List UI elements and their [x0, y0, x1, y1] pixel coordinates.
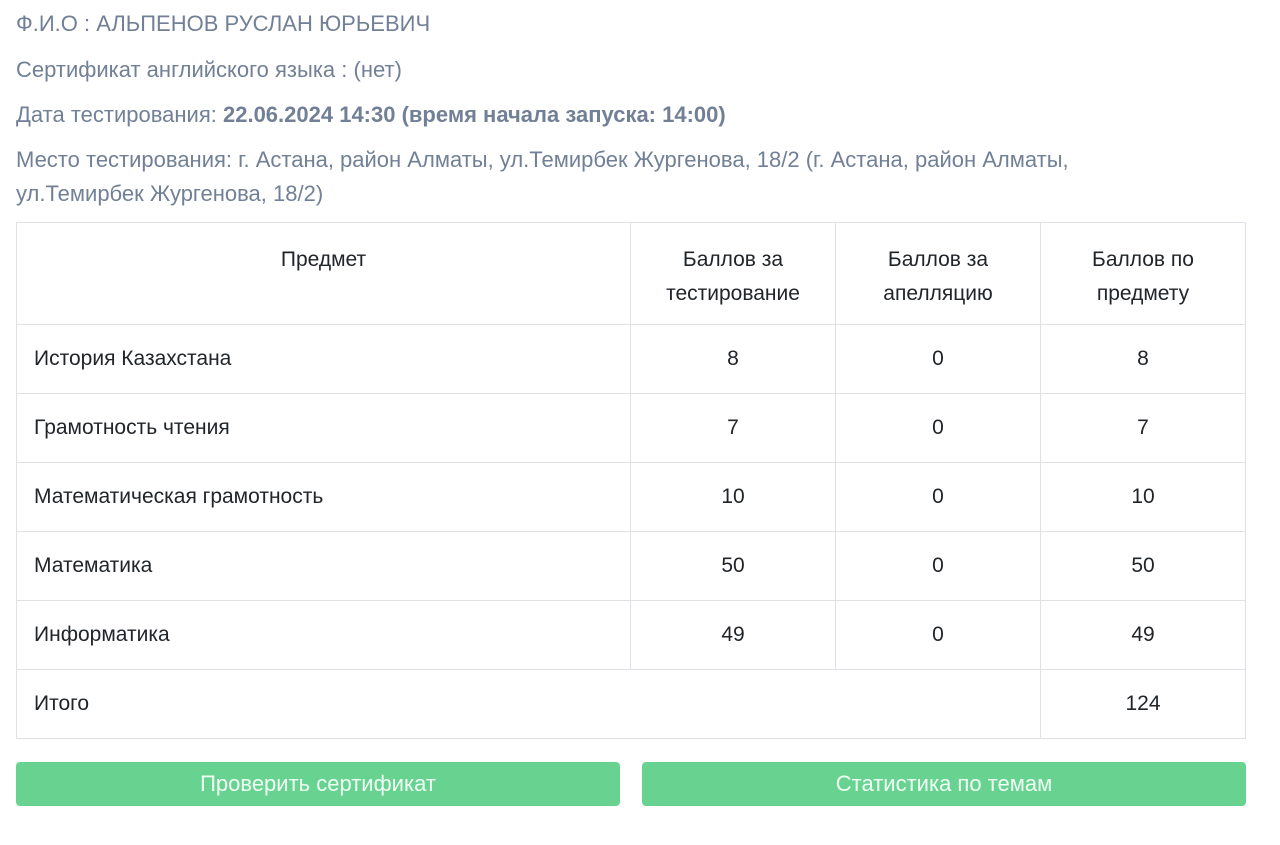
- subject-points-cell: 10: [1041, 463, 1246, 532]
- appeal-points-cell: 0: [836, 325, 1041, 394]
- summary-label: Итого: [17, 670, 1041, 739]
- test-place: Место тестирования: г. Астана, район Алматы, ул.Темирбек Жургенова, 18/2 (г. Астана, район Алматы, ул.Темирбек Жургенова, 18/2): [16, 147, 1069, 206]
- table-row: [17, 394, 1246, 463]
- test-points-cell: 49: [631, 601, 836, 670]
- table-row: [17, 463, 1246, 532]
- header-subject: Предмет: [17, 223, 631, 325]
- appeal-points-cell: 0: [836, 394, 1041, 463]
- subject-cell: Математическая грамотность: [17, 463, 631, 532]
- table-row: [17, 532, 1246, 601]
- appeal-points-cell: 0: [836, 463, 1041, 532]
- table-header-row: [17, 223, 1246, 325]
- test-points-cell: 7: [631, 394, 836, 463]
- header-subject-points: Баллов по предмету: [1041, 223, 1246, 325]
- test-date-value: 22.06.2024 14:30 (время начала запуска: 14:00): [222, 102, 726, 127]
- header-test-points: Баллов за тестирование: [631, 223, 836, 325]
- appeal-points-cell: 0: [836, 601, 1041, 670]
- header-appeal-points: Баллов за апелляцию: [836, 223, 1041, 325]
- test-date-label: Дата тестирования:: [16, 102, 223, 127]
- subject-cell: История Казахстана: [17, 325, 631, 394]
- test-points-cell: 50: [631, 532, 836, 601]
- english-certificate: Сертификат английского языка : (нет): [16, 57, 402, 82]
- appeal-points-cell: 0: [836, 532, 1041, 601]
- test-date: [16, 98, 726, 132]
- summary-total: 124: [1041, 670, 1246, 739]
- subject-points-cell: 8: [1041, 325, 1246, 394]
- subject-points-cell: 7: [1041, 394, 1246, 463]
- subject-cell: Информатика: [17, 601, 631, 670]
- table-row: [17, 601, 1246, 670]
- subject-cell: Грамотность чтения: [17, 394, 631, 463]
- topic-statistics-button[interactable]: Статистика по темам: [642, 762, 1246, 806]
- subject-points-cell: 49: [1041, 601, 1246, 670]
- test-points-cell: 8: [631, 325, 836, 394]
- test-points-cell: 10: [631, 463, 836, 532]
- summary-row: [17, 670, 1246, 739]
- table-row: [17, 325, 1246, 394]
- subject-points-cell: 50: [1041, 532, 1246, 601]
- results-table: [16, 222, 1246, 739]
- subject-cell: Математика: [17, 532, 631, 601]
- check-certificate-button[interactable]: Проверить сертификат: [16, 762, 620, 806]
- full-name: Ф.И.О : АЛЬПЕНОВ РУСЛАН ЮРЬЕВИЧ: [16, 11, 431, 36]
